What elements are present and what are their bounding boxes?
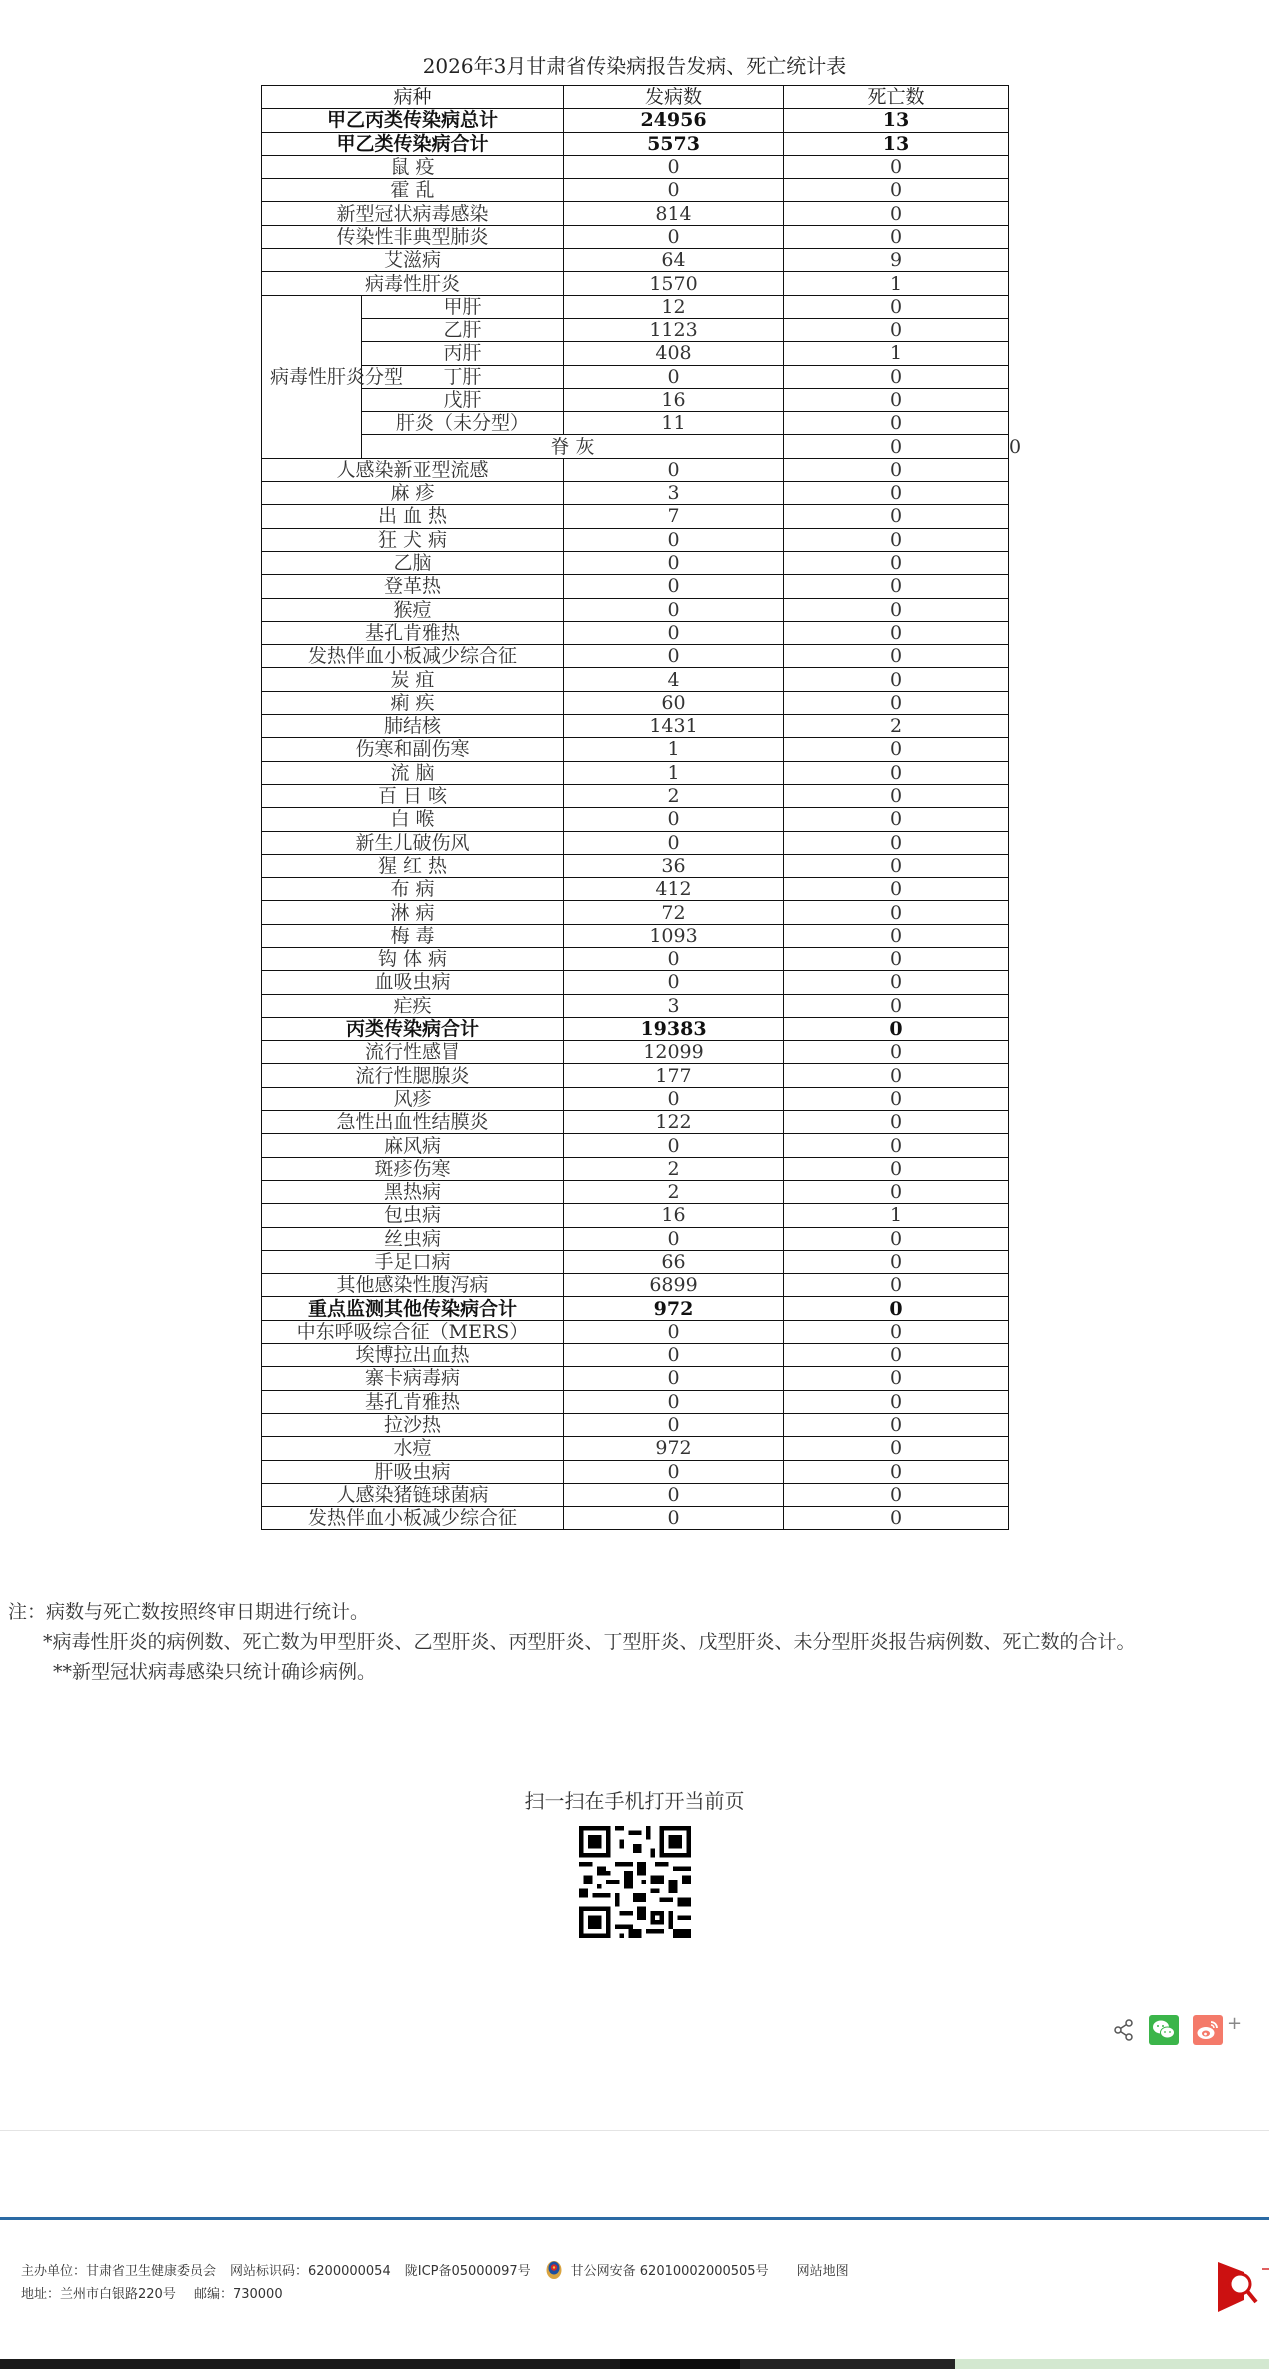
death-count: 0 [784, 318, 1009, 341]
death-count: 0 [784, 575, 1009, 598]
qr-section [0, 1785, 1269, 1942]
case-count: 0 [564, 458, 784, 481]
footer-address: 地址：兰州市白银路220号 [21, 2287, 176, 2302]
table-row [262, 761, 1009, 784]
header-cases: 发病数 [564, 86, 784, 109]
disease-name: 中东呼吸综合征（MERS） [262, 1320, 564, 1343]
case-count: 64 [564, 249, 784, 272]
table-row [262, 458, 1009, 481]
disease-name: 痢 疾 [262, 691, 564, 714]
disease-name: 包虫病 [262, 1204, 564, 1227]
table-row [262, 1413, 1009, 1436]
disease-name: 发热伴血小板减少综合征 [262, 1507, 564, 1530]
table-row [262, 924, 1009, 947]
table-row-hepatitis-subtype [262, 318, 1009, 341]
table-row [262, 691, 1009, 714]
disease-name: 钩 体 病 [262, 947, 564, 970]
disease-name: 人感染新亚型流感 [262, 458, 564, 481]
disease-name: 发热伴血小板减少综合征 [262, 645, 564, 668]
table-row [262, 179, 1009, 202]
disease-name: 血吸虫病 [262, 971, 564, 994]
case-count: 0 [564, 947, 784, 970]
death-count: 0 [784, 365, 1009, 388]
disease-name: 埃博拉出血热 [262, 1344, 564, 1367]
case-count: 1 [564, 761, 784, 784]
disease-name: 猴痘 [262, 598, 564, 621]
case-count: 0 [564, 1227, 784, 1250]
disease-name: 布 病 [262, 878, 564, 901]
case-count: 0 [564, 1413, 784, 1436]
notes [8, 1597, 1263, 1687]
death-count: 9 [784, 249, 1009, 272]
death-count: 0 [784, 412, 1009, 435]
table-row [262, 1227, 1009, 1250]
case-count: 24956 [564, 109, 784, 132]
disease-name: 白 喉 [262, 808, 564, 831]
table-row [262, 1320, 1009, 1343]
death-count: 0 [784, 1064, 1009, 1087]
disease-name: 艾滋病 [262, 249, 564, 272]
footer-line-1 [21, 2258, 849, 2280]
table-row [262, 505, 1009, 528]
case-count: 0 [564, 1507, 784, 1530]
case-count: 177 [564, 1064, 784, 1087]
death-count: 0 [784, 1180, 1009, 1203]
case-count: 1093 [564, 924, 784, 947]
death-count: 0 [784, 1087, 1009, 1110]
table-row [262, 249, 1009, 272]
case-count: 1431 [564, 715, 784, 738]
death-count: 0 [784, 1227, 1009, 1250]
disease-name: 狂 犬 病 [262, 528, 564, 551]
death-count: 0 [784, 225, 1009, 248]
case-count: 0 [564, 1483, 784, 1506]
disease-name: 其他感染性腹泻病 [262, 1274, 564, 1297]
table-row [262, 1087, 1009, 1110]
table-header-row [262, 86, 1009, 109]
table-row [262, 947, 1009, 970]
table-row [262, 1344, 1009, 1367]
death-count: 0 [784, 971, 1009, 994]
case-count: 1123 [564, 318, 784, 341]
table-row [262, 1180, 1009, 1203]
case-count: 0 [564, 1320, 784, 1343]
disease-name: 手足口病 [262, 1250, 564, 1273]
case-count: 0 [564, 1344, 784, 1367]
case-count: 0 [564, 575, 784, 598]
case-count: 0 [564, 551, 784, 574]
share-bar [1113, 2012, 1243, 2045]
death-count: 0 [784, 1111, 1009, 1134]
taskbar [0, 2359, 1269, 2369]
page-title: 2026年3月甘肃省传染病报告发病、死亡统计表 [422, 54, 847, 78]
death-count: 0 [784, 1250, 1009, 1273]
disease-name: 甲乙丙类传染病总计 [262, 109, 564, 132]
more-share-icon[interactable]: + [1227, 2012, 1243, 2034]
wechat-share-button[interactable] [1149, 2015, 1179, 2045]
disease-name: 重点监测其他传染病合计 [262, 1297, 564, 1320]
disease-name: 人感染猪链球菌病 [262, 1483, 564, 1506]
table-row [262, 971, 1009, 994]
death-count: 0 [784, 994, 1009, 1017]
death-count: 0 [784, 1390, 1009, 1413]
death-count: 13 [784, 109, 1009, 132]
disease-name: 肺结核 [262, 715, 564, 738]
death-count: 0 [784, 295, 1009, 318]
death-count: 0 [784, 947, 1009, 970]
case-count: 16 [564, 388, 784, 411]
case-count: 16 [564, 1204, 784, 1227]
table-row [262, 1250, 1009, 1273]
death-count: 0 [784, 901, 1009, 924]
case-count: 0 [564, 1367, 784, 1390]
hepatitis-subtype-name: 肝炎（未分型） [362, 412, 564, 435]
table-row [262, 831, 1009, 854]
table-row [262, 272, 1009, 295]
table-row [262, 1204, 1009, 1227]
disease-name: 肝吸虫病 [262, 1460, 564, 1483]
death-count: 0 [784, 924, 1009, 947]
death-count: 0 [784, 1017, 1009, 1040]
death-count: 2 [784, 715, 1009, 738]
share-icon[interactable] [1113, 2019, 1135, 2041]
table-row: 脊 灰 0 0 [262, 435, 1009, 458]
table-row [262, 808, 1009, 831]
note-2: *病毒性肝炎的病例数、死亡数为甲型肝炎、乙型肝炎、丙型肝炎、丁型肝炎、戊型肝炎、未分型肝炎报告病例数、死亡数的合计。 [43, 1631, 1136, 1653]
hepatitis-group-label: 病毒性肝炎分型 [262, 295, 362, 458]
case-count: 0 [564, 1390, 784, 1413]
statistics-table [261, 85, 1022, 1530]
table-row [262, 1111, 1009, 1134]
death-count: 0 [784, 878, 1009, 901]
death-count: 1 [784, 1204, 1009, 1227]
disease-name: 拉沙热 [262, 1413, 564, 1436]
death-count: 0 [784, 1320, 1009, 1343]
table-row [262, 1507, 1009, 1530]
death-count: 0 [784, 1367, 1009, 1390]
table-row [262, 1483, 1009, 1506]
disease-name: 丝虫病 [262, 1227, 564, 1250]
footer [0, 2217, 1269, 2340]
case-count: 0 [564, 971, 784, 994]
case-count: 0 [564, 598, 784, 621]
case-count: 0 [564, 179, 784, 202]
case-count: 972 [564, 1297, 784, 1320]
table-row [262, 1274, 1009, 1297]
case-count: 12099 [564, 1041, 784, 1064]
disease-name: 出 血 热 [262, 505, 564, 528]
header-deaths: 死亡数 [784, 86, 1009, 109]
disease-name: 斑疹伤寒 [262, 1157, 564, 1180]
case-count: 0 [564, 528, 784, 551]
disease-name: 新型冠状病毒感染 [262, 202, 564, 225]
table-row [262, 598, 1009, 621]
death-count: 0 [784, 458, 1009, 481]
weibo-share-button[interactable] [1193, 2015, 1223, 2045]
disease-name: 水痘 [262, 1437, 564, 1460]
table-row [262, 1041, 1009, 1064]
hepatitis-subtype-name: 丙肝 [362, 342, 564, 365]
case-count: 814 [564, 202, 784, 225]
gov-site-finder-icon[interactable] [1218, 2256, 1269, 2316]
table-row [262, 202, 1009, 225]
disease-name: 传染性非典型肺炎 [262, 225, 564, 248]
death-count: 0 [784, 1157, 1009, 1180]
death-count: 0 [784, 179, 1009, 202]
disease-name: 炭 疽 [262, 668, 564, 691]
header-disease: 病种 [262, 86, 564, 109]
hepatitis-subtype-name: 戊肝 [362, 388, 564, 411]
wechat-icon [1152, 2019, 1176, 2041]
case-count: 36 [564, 854, 784, 877]
case-count: 2 [564, 1180, 784, 1203]
footer-line-2 [21, 2283, 283, 2302]
death-count: 0 [784, 784, 1009, 807]
disease-name: 急性出血性结膜炎 [262, 1111, 564, 1134]
table-row [262, 1134, 1009, 1157]
table-row-hepatitis-subtype [262, 342, 1009, 365]
table-row [262, 132, 1009, 155]
disease-name: 霍 乱 [262, 179, 564, 202]
case-count: 0 [784, 435, 1009, 458]
table-row [262, 109, 1009, 132]
death-count: 0 [784, 505, 1009, 528]
death-count: 0 [784, 691, 1009, 714]
disease-name: 伤寒和副伤寒 [262, 738, 564, 761]
table-row [262, 482, 1009, 505]
disease-name: 猩 红 热 [262, 854, 564, 877]
table-row-hepatitis-subtype [262, 388, 1009, 411]
disease-name: 疟疾 [262, 994, 564, 1017]
case-count: 6899 [564, 1274, 784, 1297]
death-count: 1 [784, 342, 1009, 365]
case-count: 12 [564, 295, 784, 318]
case-count: 0 [564, 155, 784, 178]
case-count: 7 [564, 505, 784, 528]
case-count: 0 [564, 645, 784, 668]
death-count: 0 [784, 528, 1009, 551]
table-row [262, 645, 1009, 668]
table-row [262, 1017, 1009, 1040]
table-row [262, 1297, 1009, 1320]
death-count: 0 [784, 1507, 1009, 1530]
death-count: 0 [784, 854, 1009, 877]
death-count: 0 [784, 668, 1009, 691]
footer-postcode: 邮编：730000 [193, 2287, 283, 2302]
death-count: 0 [784, 831, 1009, 854]
disease-name: 乙脑 [262, 551, 564, 574]
death-count: 0 [784, 1041, 1009, 1064]
disease-name: 百 日 咳 [262, 784, 564, 807]
case-count: 1570 [564, 272, 784, 295]
disease-name: 丙类传染病合计 [262, 1017, 564, 1040]
death-count: 1 [784, 272, 1009, 295]
death-count: 0 [784, 482, 1009, 505]
case-count: 972 [564, 1437, 784, 1460]
table-row [262, 878, 1009, 901]
divider [0, 2130, 1269, 2131]
case-count: 0 [564, 365, 784, 388]
note-3: **新型冠状病毒感染只统计确诊病例。 [53, 1661, 377, 1683]
footer-sponsor: 主办单位：甘肃省卫生健康委员会 [21, 2263, 217, 2279]
case-count: 0 [564, 1087, 784, 1110]
death-count: 0 [784, 738, 1009, 761]
disease-name: 风疹 [262, 1087, 564, 1110]
note-1: 注：病数与死亡数按照终审日期进行统计。 [8, 1601, 370, 1623]
table-row [262, 1064, 1009, 1087]
disease-name: 基孔肯雅热 [262, 1390, 564, 1413]
death-count: 0 [784, 202, 1009, 225]
table-row [262, 1367, 1009, 1390]
death-count: 0 [784, 808, 1009, 831]
death-count: 0 [784, 1437, 1009, 1460]
case-count: 5573 [564, 132, 784, 155]
footer-icp-link[interactable]: 陇ICP备05000097号 [404, 2263, 531, 2279]
death-count: 0 [784, 1483, 1009, 1506]
death-count: 0 [784, 621, 1009, 644]
table-row [262, 854, 1009, 877]
disease-name: 鼠 疫 [262, 155, 564, 178]
case-count: 3 [564, 994, 784, 1017]
death-count: 0 [784, 598, 1009, 621]
police-emblem-icon [545, 2258, 563, 2280]
disease-name: 流行性感冒 [262, 1041, 564, 1064]
case-count: 66 [564, 1250, 784, 1273]
table-row-hepatitis-subtype [262, 295, 1009, 318]
death-count: 0 [784, 1297, 1009, 1320]
case-count: 0 [564, 808, 784, 831]
death-count: 0 [784, 1274, 1009, 1297]
death-count: 0 [784, 155, 1009, 178]
table-row [262, 1437, 1009, 1460]
table-row [262, 1460, 1009, 1483]
hepatitis-subtype-name: 甲肝 [362, 295, 564, 318]
case-count: 0 [564, 621, 784, 644]
case-count: 60 [564, 691, 784, 714]
death-count: 0 [784, 1460, 1009, 1483]
case-count: 1 [564, 738, 784, 761]
death-count: 0 [784, 388, 1009, 411]
disease-name: 登革热 [262, 575, 564, 598]
case-count: 4 [564, 668, 784, 691]
table-row [262, 1390, 1009, 1413]
disease-name: 寨卡病毒病 [262, 1367, 564, 1390]
table-row [262, 551, 1009, 574]
disease-name: 梅 毒 [262, 924, 564, 947]
disease-name: 甲乙类传染病合计 [262, 132, 564, 155]
disease-name: 病毒性肝炎 [262, 272, 564, 295]
case-count: 122 [564, 1111, 784, 1134]
disease-name: 基孔肯雅热 [262, 621, 564, 644]
case-count: 0 [564, 1134, 784, 1157]
table-row [262, 994, 1009, 1017]
disease-name: 流行性腮腺炎 [262, 1064, 564, 1087]
case-count: 0 [564, 225, 784, 248]
table-row [262, 575, 1009, 598]
death-count: 0 [784, 1413, 1009, 1436]
case-count: 408 [564, 342, 784, 365]
hepatitis-subtype-name: 丁肝 [362, 365, 564, 388]
hepatitis-subtype-name: 乙肝 [362, 318, 564, 341]
footer-sitemap-link[interactable]: 网站地图 [796, 2263, 849, 2279]
case-count: 72 [564, 901, 784, 924]
table-row [262, 528, 1009, 551]
table-row [262, 715, 1009, 738]
table-row [262, 901, 1009, 924]
death-count: 0 [784, 551, 1009, 574]
disease-name: 脊 灰 [362, 435, 784, 458]
table-row [262, 1157, 1009, 1180]
table-row-hepatitis-subtype [262, 412, 1009, 435]
table-row [262, 155, 1009, 178]
table-row [262, 738, 1009, 761]
weibo-icon [1196, 2019, 1220, 2041]
disease-name: 淋 病 [262, 901, 564, 924]
case-count: 19383 [564, 1017, 784, 1040]
qr-code-icon [579, 1826, 691, 1938]
death-count: 13 [784, 132, 1009, 155]
table-row [262, 621, 1009, 644]
qr-label: 扫一扫在手机打开当前页 [524, 1789, 745, 1813]
case-count: 0 [564, 831, 784, 854]
death-count: 0 [784, 1344, 1009, 1367]
death-count: 0 [784, 1134, 1009, 1157]
disease-name: 流 脑 [262, 761, 564, 784]
death-count: 0 [784, 645, 1009, 668]
disease-name: 麻 疹 [262, 482, 564, 505]
disease-name: 黑热病 [262, 1180, 564, 1203]
case-count: 2 [564, 784, 784, 807]
death-count: 0 [784, 761, 1009, 784]
disease-name: 新生儿破伤风 [262, 831, 564, 854]
case-count: 0 [564, 1460, 784, 1483]
disease-name: 麻风病 [262, 1134, 564, 1157]
case-count: 11 [564, 412, 784, 435]
table-row [262, 668, 1009, 691]
table-row [262, 225, 1009, 248]
footer-site-code: 网站标识码：6200000054 [230, 2263, 391, 2279]
footer-police-link[interactable]: 甘公网安备 62010002000505号 [570, 2263, 769, 2279]
case-count: 3 [564, 482, 784, 505]
table-row [262, 784, 1009, 807]
case-count: 412 [564, 878, 784, 901]
case-count: 2 [564, 1157, 784, 1180]
